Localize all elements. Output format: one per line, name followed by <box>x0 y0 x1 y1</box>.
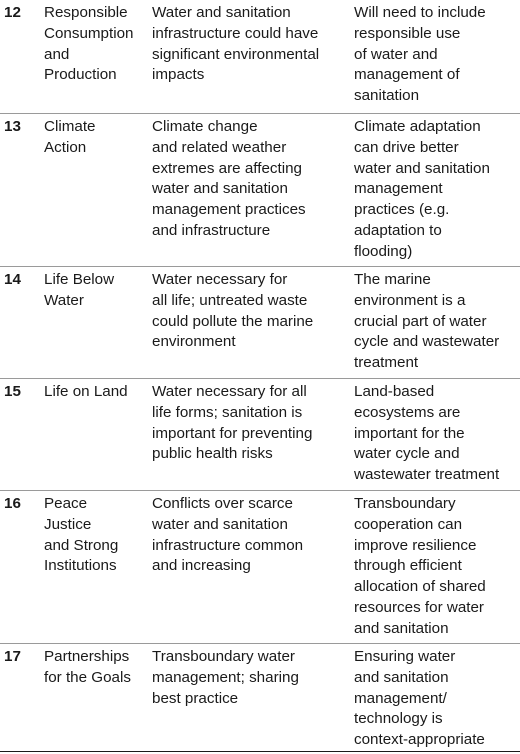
goal-name: Responsible Consumption and Production <box>44 4 134 84</box>
note-text: Ensuring water and sanitation management/ technology is context-appropriate <box>354 648 485 749</box>
table-row <box>0 267 520 379</box>
water-link-text: Water necessary for all life forms; sanitation is important for preventing public health risks <box>152 383 313 463</box>
note-text: Transboundary cooperation can improve resilience through efficient allocation of shared resources for water and sanitation <box>354 495 486 637</box>
goal-number: 12 <box>4 4 21 21</box>
goal-name: Partnerships for the Goals <box>44 648 131 686</box>
note-text: The marine environment is a crucial part of water cycle and wastewater treatment <box>354 271 500 372</box>
note-text: Climate adaptation can drive better water and sanitation management practices (e.g. adaptation to flooding) <box>354 118 490 260</box>
water-link-text: Climate change and related weather extremes are affecting water and sanitation management practices and infrastructure <box>152 118 306 239</box>
goal-name: Life on Land <box>44 383 128 400</box>
goal-number: 16 <box>4 495 21 512</box>
table-row <box>0 379 520 491</box>
note-text: Land-based ecosystems are important for the water cycle and wastewater treatment <box>354 383 500 484</box>
goal-number: 15 <box>4 383 21 400</box>
water-link-text: Conflicts over scarce water and sanitation infrastructure common and increasing <box>152 495 304 575</box>
table-row <box>0 644 520 752</box>
note-text: Will need to include responsible use of water and management of sanitation <box>354 4 486 105</box>
sdg-water-table <box>0 3 520 752</box>
goal-number: 13 <box>4 118 21 135</box>
goal-name: Climate Action <box>44 118 96 156</box>
goal-name: Life Below Water <box>44 271 115 309</box>
goal-name: Peace Justice and Strong Institutions <box>44 495 119 575</box>
water-link-text: Water and sanitation infrastructure could have significant environmental impacts <box>152 4 320 84</box>
table-row <box>0 491 520 644</box>
goal-number: 14 <box>4 271 21 288</box>
goal-number: 17 <box>4 648 21 665</box>
water-link-text: Water necessary for all life; untreated waste could pollute the marine environment <box>152 271 314 351</box>
table-row <box>0 114 520 267</box>
water-link-text: Transboundary water management; sharing best practice <box>152 648 299 707</box>
table-row <box>0 3 520 114</box>
